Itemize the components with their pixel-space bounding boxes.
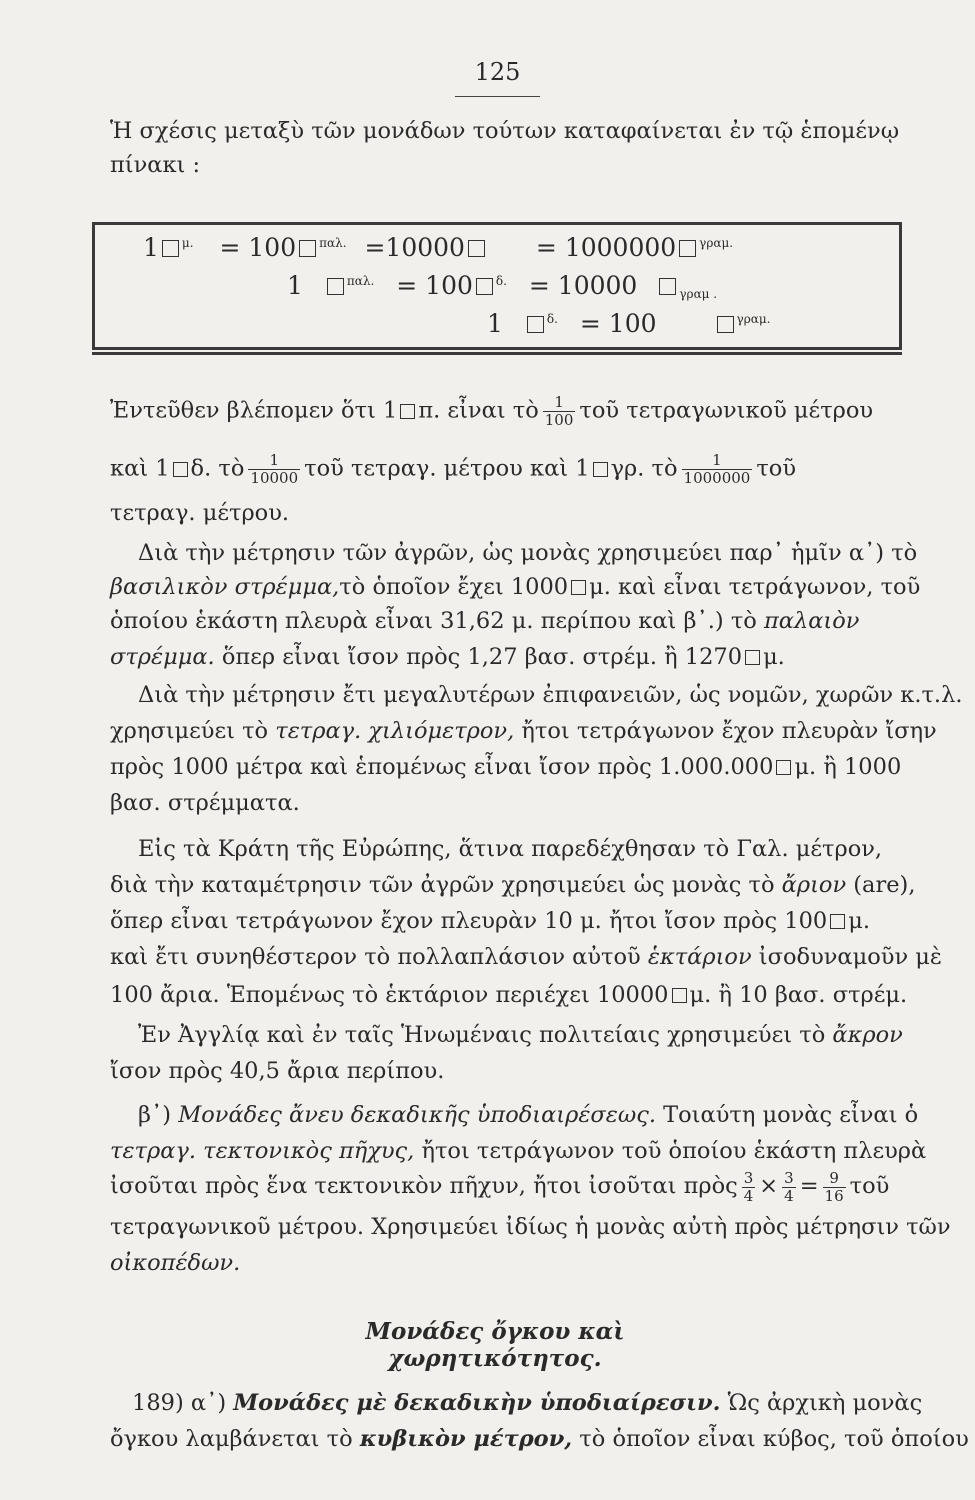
page-number: 125 <box>474 58 521 86</box>
intro-line-2: πίνακι : <box>110 152 201 178</box>
table-row-1: 1 $^{\mu.}$ = 100 $^{\pi\alpha\lambda.}$ =10000 = 1000000 $^{\gamma\rho\alpha\mu.}$ <box>143 233 734 262</box>
conversion-table <box>92 222 902 350</box>
para2-line-3: ὁποίου ἑκάστη πλευρὰ εἶναι 31,62 μ. περίπου καὶ β᾽.) τὸ παλαιὸν <box>110 608 860 634</box>
para4-line-1: Εἰς τὰ Κράτη τῆς Εὐρώπης, ἅτινα παρεδέχθησαν τὸ Γαλ. μέτρον, <box>138 836 883 862</box>
square-icon <box>717 316 734 333</box>
para6-line-2: τετραγ. τεκτονικὸς πῆχυς, ἤτοι τετράγωνον τοῦ ὁποίου ἑκάστη πλευρὰ <box>110 1138 927 1164</box>
square-icon <box>659 278 676 295</box>
table-row-3: 1 $^{\delta.}$ = 100 $^{\gamma\rho\alpha\mu.}$ <box>487 309 771 338</box>
square-icon <box>593 462 608 477</box>
square-icon <box>162 240 179 257</box>
fraction: $\frac{3}{4}$ <box>743 1168 754 1205</box>
square-icon <box>679 240 696 257</box>
para6-line-1: β᾽) Μονάδες ἄνευ δεκαδικῆς ὑποδιαιρέσεως. Τοιαύτη μονὰς εἶναι ὁ <box>138 1102 919 1128</box>
square-icon <box>476 278 493 295</box>
fraction: $\frac{1}{10000}$ <box>250 451 299 487</box>
square-icon <box>776 760 791 775</box>
table-bottom-rule <box>92 352 902 355</box>
para7-line-1: 189) α᾽) Μονάδες μὲ δεκαδικὴν ὑποδιαίρεσιν. Ὡς ἀρχικὴ μονὰς <box>132 1390 923 1416</box>
para3-line-4: βασ. στρέμματα. <box>110 790 300 816</box>
square-icon <box>299 240 316 257</box>
square-icon <box>745 650 760 665</box>
fraction: $\frac{3}{4}$ <box>784 1168 794 1205</box>
para2-line-2: βασιλικὸν στρέμμα,τὸ ὁποῖον ἔχει 1000 μ. καὶ εἶναι τετράγωνον, τοῦ <box>110 574 921 600</box>
fraction: $\frac{1}{100}$ <box>544 393 574 429</box>
para3-line-1: Διὰ τὴν μέτρησιν ἔτι μεγαλυτέρων ἐπιφανειῶν, ὡς νομῶν, χωρῶν κ.τ.λ. <box>138 682 963 708</box>
para6-line-3: ἰσοῦται πρὸς ἕνα τεκτονικὸν πῆχυν, ἤτοι ἰσοῦται πρὸς $\frac{3}{4}$ × $\frac{3}{4}$ = $\frac{9}{16}$ τοῦ <box>110 1168 890 1205</box>
para1-line-2: καὶ 1 δ. τὸ $\frac{1}{10000}$ τοῦ τετραγ. μέτρου καὶ 1 γρ. τὸ $\frac{1}{1000000}$ τοῦ <box>110 451 797 487</box>
square-icon <box>400 404 415 419</box>
para7-line-2: ὄγκου λαμβάνεται τὸ κυβικὸν μέτρον, τὸ ὁποῖον εἶναι κύβος, τοῦ ὁποίου <box>110 1426 969 1452</box>
square-icon <box>468 240 485 257</box>
fraction: $\frac{9}{16}$ <box>824 1168 844 1205</box>
para1-line-3: τετραγ. μέτρου. <box>110 500 290 526</box>
square-icon <box>327 278 344 295</box>
para2-line-1: Διὰ τὴν μέτρησιν τῶν ἀγρῶν, ὡς μονὰς χρησιμεύει παρ᾽ ἡμῖν α᾽) τὸ <box>138 540 918 566</box>
para3-line-3: πρὸς 1000 μέτρα καὶ ἑπομένως εἶναι ἴσον πρὸς 1.000.000 μ. ἢ 1000 <box>110 754 902 780</box>
intro-line-1: Ἡ σχέσις μεταξὺ τῶν μονάδων τούτων καταφαίνεται ἐν τῷ ἑπομένῳ <box>110 118 900 144</box>
para4-line-4: καὶ ἔτι συνηθέστερον τὸ πολλαπλάσιον αὐτοῦ ἑκτάριον ἰσοδυναμοῦν μὲ <box>110 944 942 970</box>
para3-line-2: χρησιμεύει τὸ τετραγ. χιλιόμετρον, ἤτοι τετράγωνον ἔχον πλευρὰν ἴσην <box>110 718 937 744</box>
para4-line-3: ὅπερ εἶναι τετράγωνον ἔχον πλευρὰν 10 μ. ἤτοι ἴσον πρὸς 100 μ. <box>110 908 870 934</box>
square-icon <box>571 580 586 595</box>
para6-line-5: οἰκοπέδων. <box>110 1250 241 1276</box>
para2-line-4: στρέμμα. ὅπερ εἶναι ἴσον πρὸς 1,27 βασ. στρέμ. ἢ 1270 μ. <box>110 644 785 670</box>
square-icon <box>527 316 544 333</box>
square-icon <box>830 914 845 929</box>
table-row-2: 1 $^{\pi\alpha\lambda.}$ = 100 $^{\delta.}$ = 10000 $_{\gamma\rho\alpha\mu .}$ <box>287 271 718 301</box>
fraction: $\frac{1}{1000000}$ <box>683 451 751 487</box>
para5-line-1: Ἐν Ἀγγλίᾳ καὶ ἐν ταῖς Ἡνωμέναις πολιτείαις χρησιμεύει τὸ ἄκρον <box>138 1022 903 1048</box>
section-heading: Μονάδες ὄγκου καὶ χωρητικότητος. <box>365 1318 625 1372</box>
para4-line-2: διὰ τὴν καταμέτρησιν τῶν ἀγρῶν χρησιμεύει ὡς μονὰς τὸ ἄριον (are), <box>110 872 916 898</box>
para1-line-1: Ἐντεῦθεν βλέπομεν ὅτι 1 π. εἶναι τὸ $\frac{1}{100}$ τοῦ τετραγωνικοῦ μέτρου <box>110 393 874 429</box>
para5-line-2: ἴσον πρὸς 40,5 ἄρια περίπου. <box>110 1058 445 1084</box>
para4-line-5: 100 ἄρια. Ἑπομένως τὸ ἑκτάριον περιέχει 10000 μ. ἢ 10 βασ. στρέμ. <box>110 982 908 1008</box>
square-icon <box>672 988 687 1003</box>
para6-line-4: τετραγωνικοῦ μέτρου. Χρησιμεύει ἰδίως ἡ μονὰς αὐτὴ πρὸς μέτρησιν τῶν <box>110 1214 951 1240</box>
square-icon <box>173 462 188 477</box>
page-number-rule <box>455 96 540 97</box>
